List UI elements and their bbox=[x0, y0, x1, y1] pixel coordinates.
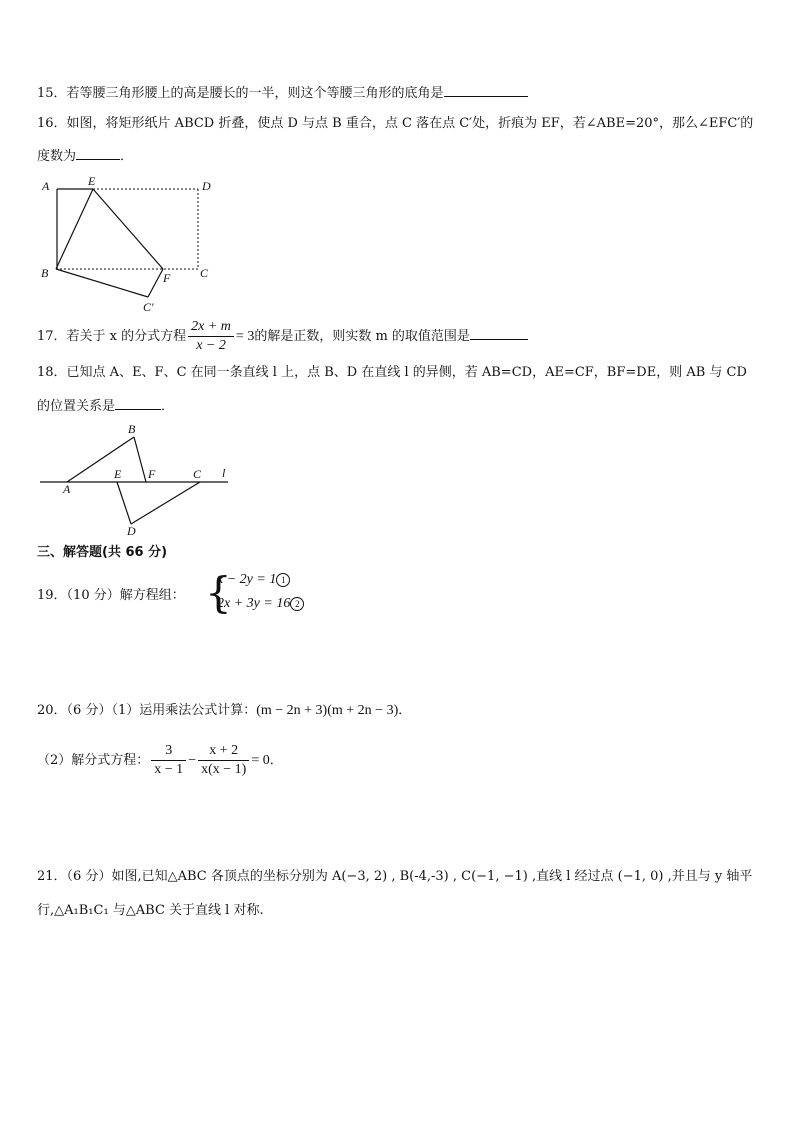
fraction-denominator: x − 2 bbox=[196, 338, 226, 353]
label-f: F bbox=[148, 467, 156, 481]
equals-zero: = 0 bbox=[251, 753, 270, 768]
fraction-1 bbox=[151, 742, 186, 779]
segment-be bbox=[56, 189, 93, 269]
label-c: C bbox=[200, 266, 209, 280]
answer-blank bbox=[470, 325, 528, 340]
label-c-prime: C′ bbox=[143, 300, 154, 314]
label-e: E bbox=[114, 467, 122, 481]
minus-sign: − bbox=[188, 753, 197, 768]
answer-blank bbox=[115, 395, 161, 410]
question-20-part2 bbox=[37, 741, 283, 781]
label-d: D bbox=[127, 524, 136, 538]
question-18-line2 bbox=[37, 395, 174, 417]
answer-blank bbox=[444, 82, 528, 97]
question-21-line2: 行,△A₁B₁C₁ 与△ABC 关于直线 l 对称. bbox=[37, 903, 264, 918]
expression: (m − 2n + 3)(m + 2n − 3) bbox=[256, 703, 399, 718]
label-f: F bbox=[163, 271, 171, 285]
question-17 bbox=[37, 317, 528, 357]
question-18-line1: 18．已知点 A、E、F、C 在同一条直线 l 上，点 B、D 在直线 l 的异侧，若 AB=CD，AE=CF，BF=DE，则 AB 与 CD bbox=[37, 365, 747, 380]
label-l: l bbox=[222, 466, 226, 480]
question-17-prefix: 17．若关于 x 的分式方程 bbox=[37, 329, 187, 344]
question-20-prefix: 20．（6 分）（1）运用乘法公式计算： bbox=[37, 703, 257, 718]
label-c: C bbox=[193, 467, 202, 481]
equation-2 bbox=[217, 596, 304, 612]
fraction-numerator: 2x + m bbox=[188, 318, 234, 337]
answer-blank bbox=[76, 145, 120, 160]
equation-1 bbox=[217, 572, 290, 588]
equation-1-text: x − 2y = 1 bbox=[217, 572, 277, 587]
segment-fcp bbox=[148, 269, 163, 297]
label-d: D bbox=[202, 179, 211, 193]
equation-system bbox=[205, 568, 325, 618]
question-15 bbox=[37, 82, 528, 104]
equals-three: = 3 bbox=[235, 329, 255, 344]
question-17-suffix: 的解是正数，则实数 m 的取值范围是 bbox=[254, 329, 470, 344]
section-heading: 三、解答题(共 66 分) bbox=[37, 545, 168, 560]
fraction-2 bbox=[198, 742, 249, 779]
segment-ab bbox=[67, 437, 134, 482]
equation-2-text: 2x + 3y = 16 bbox=[217, 596, 291, 611]
fraction-1-denominator: x − 1 bbox=[154, 762, 184, 777]
question-20-part2-prefix: （2）解分式方程： bbox=[37, 753, 150, 768]
question-20-part1 bbox=[37, 701, 411, 721]
circled-one-icon: 1 bbox=[276, 573, 290, 587]
label-a: A bbox=[63, 482, 71, 496]
label-b: B bbox=[128, 422, 136, 436]
question-18-prefix: 的位置关系是 bbox=[37, 399, 116, 414]
segment-dc bbox=[131, 482, 200, 524]
question-20-part1-end: ． bbox=[398, 703, 412, 718]
segment-bcp bbox=[56, 269, 148, 297]
segment-ed bbox=[117, 482, 131, 524]
question-16-prefix: 度数为 bbox=[37, 149, 77, 164]
segment-ef bbox=[93, 189, 163, 269]
label-a: A bbox=[42, 179, 50, 193]
question-16-end: ． bbox=[120, 149, 134, 164]
question-15-text: 15．若等腰三角形腰上的高是腰长的一半，则这个等腰三角形的底角是 bbox=[37, 86, 444, 101]
question-19: 19．（10 分）解方程组： bbox=[37, 588, 185, 603]
brace-icon: { bbox=[205, 568, 232, 617]
question-20-part2-end: ． bbox=[269, 753, 283, 768]
question-16-line1: 16．如图，将矩形纸片 ABCD 折叠，使点 D 与点 B 重合，点 C 落在点 C′处，折痕为 EF，若∠ABE=20°，那么∠EFC′的 bbox=[37, 116, 754, 131]
fraction-2-numerator: x + 2 bbox=[198, 742, 249, 761]
question-21-line1: 21．（6 分）如图,已知△ABC 各顶点的坐标分别为 A(−3, 2) , B(-4,-3) , C(−1, −1) ,直线 l 经过点 (−1, 0) ,并且与 y 轴平 bbox=[37, 869, 753, 884]
label-b: B bbox=[41, 266, 49, 280]
question-16-line2 bbox=[37, 145, 133, 167]
segment-bf bbox=[134, 437, 146, 482]
label-e: E bbox=[88, 175, 96, 188]
figure-16 bbox=[36, 175, 226, 315]
question-18-end: ． bbox=[161, 399, 175, 414]
circled-two-icon: 2 bbox=[290, 597, 304, 611]
fraction bbox=[188, 318, 234, 355]
fraction-2-denominator: x(x − 1) bbox=[201, 762, 247, 777]
fraction-1-numerator: 3 bbox=[151, 742, 186, 761]
figure-18 bbox=[38, 420, 238, 540]
